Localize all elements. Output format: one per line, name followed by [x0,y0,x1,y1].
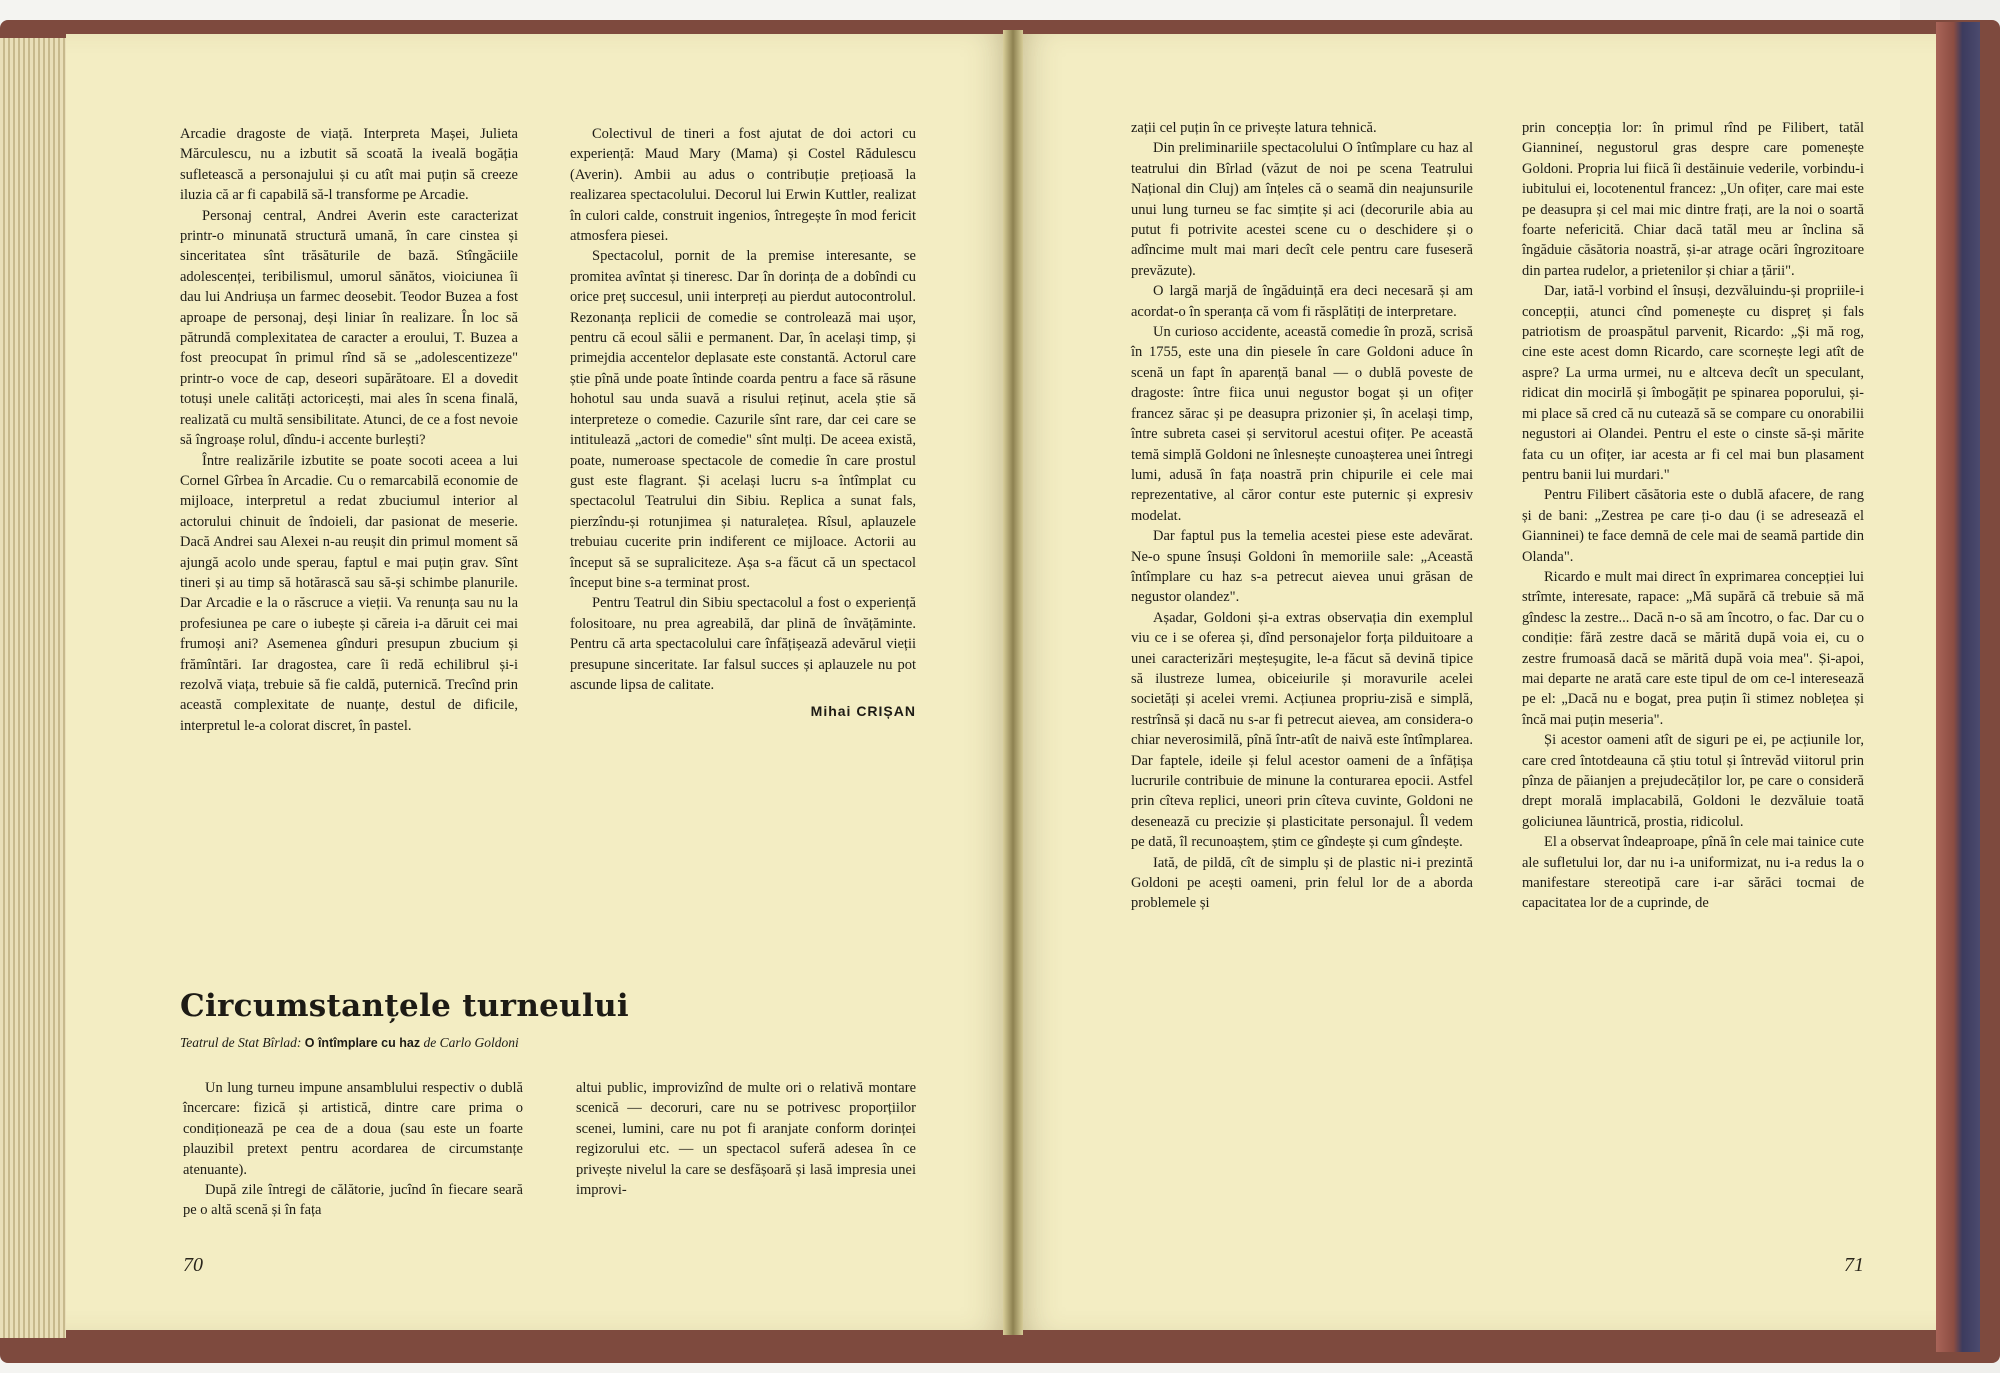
left-column-2 [570,124,916,722]
page-number-left: 70 [183,1254,203,1276]
paragraph: Un lung turneu impune ansamblului respectiv o dublă încercare: fizică și artistică, dintre care prima o condiționează pe cea de a doua (sau este un foarte plauzibil pretext pentru acordarea de circumstanțe atenuante). [183,1080,523,1178]
paragraph: zații cel puțin în ce privește latura tehnică. [1131,120,1377,136]
left-column-1 [180,124,518,736]
left-column-4 [576,1078,916,1200]
paragraph: Și acestor oameni atît de siguri pe ei, pe acțiunile lor, care cred întotdeauna că știu totul și întrevăd viitorul prin pînza de păianjen a prejudecăților lor, pe care o consideră drept morală implacabilă, Goldoni le dezvăluie toată goliciunea lăuntrică, prostia, ridicolul. [1522,732,1864,830]
paragraph: Din preliminariile spectacolului O întîmplare cu haz al teatrului din Bîrlad (văzut de noi pe scena Teatrului Național din Cluj) am înțeles că o seamă din neajunsurile unui lung turneu se fac simțite și aci (decorurile abia au putut fi potrivite acestei scene cu o deschidere și o adîncime mult mai mari decît cele pentru care fuseseră prevăzute). [1131,140,1473,279]
paragraph: Personaj central, Andrei Averin este caracterizat printr-o minunată structură umană, în care cinstea și sinceritatea sînt trăsăturile de bază. Stîngăciile adolescenței, teribilismul, umorul sănătos, vioiciunea îi dau lui Andriușa un farmec deosebit. Teodor Buzea a fost aproape de personaj, deși liniar în realizare. În loc să pătrundă complexitatea de caracter a eroului, T. Buzea a fost preocupat în primul rînd să se „adolescentizeze" printr-o voce de cap, deseori supărătoare. El a dovedit totuși unele calități actoricești, mai ales în scena finală, realizată cu multă sensibilitate. Atunci, de ce a fost nevoie să îngroașe rolul, dîndu-i accente burlești? [180,207,518,449]
page-edges-left [0,38,66,1338]
paragraph: prin concepția lor: în primul rînd pe Filibert, tatăl Giannineí, negustorul gras despre care pomenește Goldoni. Propria lui fiică îi destăinuie vederile, vorbindu-i iubitului ei, locotenentul francez: „Un ofițer, care mai este pe deasupra și cel mai mic dintre frați, are la noi o soartă foarte nefericită. Chiar dacă tatăl meu ar înclina să îngăduie căsătoria noastră, și-ar atrage ocări îngrozitoare din partea rudelor, a prietenilor și chiar a țării". [1522,120,1864,279]
paragraph: Arcadie dragoste de viață. Interpreta Mașei, Julieta Mărculescu, nu a izbutit să scoată la iveală bogăția sufletească a personajului și cu atît mai puțin să creeze iluzia că ar fi capabilă să-l transforme pe Arcadie. [180,126,518,204]
paragraph: O largă marjă de îngăduință era deci necesară și am acordat-o în speranța că vom fi răsplătiți de interpretare. [1131,283,1473,320]
left-column-3 [183,1078,523,1221]
paragraph: După zile întregi de călătorie, jucînd în fiecare seară pe o altă scenă și în fața [183,1182,523,1219]
paragraph: Între realizările izbutite se poate socoti aceea a lui Cornel Gîrbea în Arcadie. Cu o remarcabilă economie de mijloace, interpretul a redat zbuciumul interior al actorului chinuit de îndoieli, dar pasionat de meserie. Dacă Andrei sau Alexei n-au reușit din primul moment să ajungă acolo unde sperau, faptul e mai puțin grav. Sînt tineri și au timp să hotărască sau să-și schimbe planurile. Dar Arcadie e la o răscruce a vieții. Va renunța sau nu la profesiunea pe care o iubește și căreia i-a dăruit cei mai frumoși ani? Asemenea gînduri presupun zbucium și frămîntări. Iar dragostea, care îi redă echilibrul și-i rezolvă viața, trebuie să fie caldă, puternică. Trecînd prin această complexitate de nuanțe, destul de dificile, interpretul le-a colorat discret, în pastel. [180,452,518,734]
paragraph: Colectivul de tineri a fost ajutat de doi actori cu experiență: Maud Mary (Mama) și Costel Rădulescu (Averin). Ambii au adus o contribuție prețioasă la realizarea spectacolului. Decorul lui Erwin Kuttler, realizat în culori calde, construit ingenios, întregește în mod fericit atmosfera piesei. [570,126,916,245]
page-number-right: 71 [1844,1254,1864,1276]
paragraph: Ricardo e mult mai direct în exprimarea concepției lui strîmte, interesate, rapace: „Mă supără că trebuie să mă gîndesc la zestre... Dacă n-o să am încotro, o fac. Dar cu o condiție: fără zestre dacă se mărită după voia ei, cu o zestre frumoasă dacă se mărită după voia mea". Și-apoi, mai departe ne arată care este tipul de om ce-l interesează pe el: „Dacă nu e bogat, prea puțin îi stimez noblețea și încă mai puțin meseria". [1522,568,1864,728]
paragraph: Dar faptul pus la temelia acestei piese este adevărat. Ne-o spune însuși Goldoni în memoriile sale: „Această întîmplare cu haz s-a petrecut aievea unui grăsan de negustor olandez". [1131,528,1473,606]
paragraph: Pentru Filibert căsătoria este o dublă afacere, de rang și de bani: „Zestrea pe care ți-o dau (i se adresează el Gianninei) te face demnă de cele mai de seamă partide din Olanda". [1522,487,1864,565]
subtitle-theatre: Teatrul de Stat Bîrlad: [180,1035,302,1050]
subtitle-author: de Carlo Goldoni [423,1035,519,1050]
paragraph: Iată, de pildă, cît de simplu și de plastic ni-i prezintă Goldoni pe acești oameni, prin felul lor de a aborda problemele și [1131,854,1473,912]
paragraph: Așadar, Goldoni și-a extras observația din exemplul viu ce i se oferea și, dînd personajelor forța pilduitoare a unei caracterizări meșteșugite, le-a făcut să devină tipice să ilustreze lumea, obiceiurile și moravurile acelei societăți și acelei vremi. Acțiunea propriu-zisă e simplă, restrînsă și dacă nu s-ar fi petrecut aievea, am considera-o chiar neverosimilă, pînă într-atît de naivă este întîmplarea. Dar faptele, ideile și felul acestor oameni de a înfățișa lucrurile contribuie de minune la conturarea epocii. Astfel prin cîteva replici, uneori prin cîteva cuvinte, Goldoni ne desenează cu precizie și plasticitate personajul. Îl vedem pe dată, îl recunoaștem, știm ce gîndește și cum gîndește. [1131,609,1473,851]
paragraph: Dar, iată-l vorbind el însuși, dezvăluindu-și propriile-i concepții, atunci cînd pomenește cu dispreț și fals patriotism de proaspătul parvenit, Ricardo: „Și mă rog, cine este acest domn Ricardo, care scornește legi atît de aspre? La urma urmei, nu e altceva decît un speculant, ridicat din mocirlă și îmbogățit pe spinarea poporului, și-mi place să cred că nu cutează să se compare cu onorabilii negustori ai Olandei. Pentru el este o cinste să-și mărite fata cu un ofițer, iar acesta ar fi cel mai bun plasament pentru banii lui murdari." [1522,283,1864,483]
paragraph: El a observat îndeaproape, pînă în cele mai tainice cute ale sufletului lor, dar nu i-a uniformizat, nu i-a redus la o manifestare stereotipă care i-ar sărăci tocmai de capacitatea lor de a cuprinde, de [1522,834,1864,912]
article-subtitle [180,1035,519,1051]
paragraph: altui public, improvizînd de multe ori o relativă montare scenică — decoruri, care nu se potrivesc proporțiilor scenei, lumini, care nu pot fi aranjate conform dorinței regizorului etc. — un spectacol suferă adesea în ce privește nivelul la care se desfășoară și lasă impresia unei improvi- [576,1080,916,1199]
article-author: Mihai CRIȘAN [810,703,916,720]
book-gutter [1003,30,1023,1335]
paragraph: Spectacolul, pornit de la premise interesante, se promitea avîntat și tineresc. Dar în dorința de a dobîndi cu orice preț succesul, unii interpreți au pierdut autocontrolul. Rezonanța replicii de comedie se controlează mai ușor, pentru că ecoul sălii e permanent. Dar, în același timp, și primejdia accentelor deplasate este constantă. Actorul care știe pînă unde poate întinde coarda pentru a face să răsune hohotul sau unda suavă a risului reținut, acela știe să interpreteze o comedie. Cazurile sînt rare, dar cei care se intitulează „actori de comedie" sînt mulți. De aceea există, poate, numeroase spectacole de comedie în care prostul gust este flagrant. Și același lucru s-a întîmplat cu spectacolul Teatrului din Sibiu. Replica a sunat fals, pierzîndu-și rotunjimea și naturalețea. Rîsul, aplauzele trebuiau cucerite prin indiferent ce mijloace. Actorii au început să se supraliciteze. Așa s-a făcut că un spectacol început bine s-a terminat prost. [570,248,916,591]
subtitle-play: O întîmplare cu haz [304,1036,421,1050]
right-column-1 [1131,118,1473,914]
right-column-2 [1522,118,1864,914]
paragraph: Un curioso accidente, această comedie în proză, scrisă în 1755, este una din piesele în care Goldoni aduce în scenă un fapt în aparență banal — o dublă poveste de dragoste: între fiica unui negustor bogat și un ofițer francez sărac și pe deasupra prizonier și, în același timp, între subreta casei și servitorul acestui ofițer. Pe această temă simplă Goldoni ne înlesnește cunoașterea unei întregi lumi, adusă în fața noastră prin chipurile ei cele mai reprezentative, al căror contur este puternic și expresiv modelat. [1131,324,1473,524]
article-title: Circumstanțele turneului [180,988,630,1024]
paragraph: Pentru Teatrul din Sibiu spectacolul a fost o experiență folositoare, nu prea agreabilă, dar plină de învățăminte. Pentru că arta spectacolului care înfățișează adevărul vieții presupune sinceritate. Iar falsul succes și aplauzele nu pot ascunde lipsa de calitate. [570,595,916,693]
page-edges-right [1936,22,1980,1352]
